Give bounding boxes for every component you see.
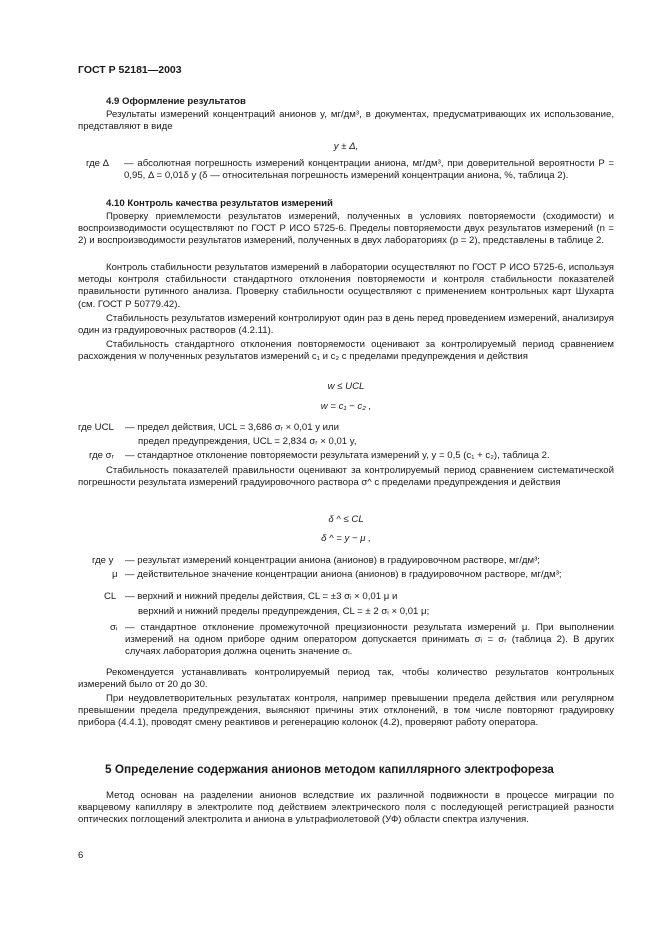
where-y-label: где y — [92, 555, 114, 566]
warning-limit-cl-text: верхний и нижний пределы предупреждения, CL = ± 2 σᵢ × 0,01 μ; — [138, 606, 430, 617]
where-sigma-i-label: σᵢ — [110, 622, 118, 633]
section-4-9-title: 4.9 Оформление результатов — [106, 96, 246, 107]
document-header: ГОСТ Р 52181—2003 — [78, 64, 182, 76]
warning-limit-text: предел предупреждения, UCL = 2,834 σᵣ × 0,01 y, — [138, 436, 357, 447]
where-ucl-label: где UCL — [78, 422, 114, 433]
where-sigma-i-text: — стандартное отклонение промежуточной прецизионности результата измерений μ. При выполнении измерений на одном приборе одним оператором допускается принимать σᵢ = σᵣ (таблица 2). В других случаях лаборатория должна оценить значение σᵢ. — [125, 622, 614, 658]
where-mu-text: — действительное значение концентрации аниона (анионов) в градуировочном растворе, мг/дм³; — [125, 569, 562, 580]
section-5-paragraph: Метод основан на разделении анионов вследствие их различной подвижности в процессе миграции по кварцевому капилляру в электролите под действием электрического поля с последующей регистрацией разности оптических поглощений электролита и аниона в ультрафиолетовой (УФ) области спектра излучения. — [78, 790, 614, 826]
page-number: 6 — [78, 850, 84, 861]
where-delta-label: где Δ — [86, 158, 110, 169]
section-4-10-p2: Контроль стабильности результатов измерений в лаборатории осуществляют по ГОСТ Р ИСО 5725-6, используя методы контроля стабильности стандартного отклонения повторяемости и контроля стабильности показателей правильности рутинного анализа. Проверку стабильности осуществляют с применением контрольных карт Шухарта (см. ГОСТ Р 50779.42). — [78, 262, 614, 310]
where-sigma-r-text: — стандартное отклонение повторяемости результата измерений y, y = 0,5 (c₁ + c₂), таблица 2. — [125, 450, 550, 461]
formula-w-ucl: w ≤ UCL — [327, 381, 365, 392]
formula-y-delta: y ± Δ, — [333, 141, 359, 152]
where-delta-text: — абсолютная погрешность измерений концентрации аниона, мг/дм³, при доверительной вероятности P = 0,95, Δ = 0,01δ y (δ — относительная погрешность измерений концентрации аниона, %, таблица 2). — [124, 158, 614, 182]
section-5-heading: 5 Определение содержания анионов методом капиллярного электрофореза — [105, 762, 554, 776]
section-4-10-p7: При неудовлетворительных результатах контроля, например превышении предела действия или регулярном превышении предела предупреждения, выясняют причины этих отклонений, в том числе повторяют градуировку прибора (4.4.1), проводят смену реактивов и регенерацию колонок (4.2), проверяют работу оператора. — [78, 693, 614, 729]
where-y-text: — результат измерений концентрации аниона (анионов) в градуировочном растворе, мг/дм³; — [125, 555, 540, 566]
where-mu-label: μ — [112, 569, 118, 580]
section-4-10-title: 4.10 Контроль качества результатов измерений — [106, 198, 333, 209]
formula-delta-y-mu: δ ^ = y − μ , — [321, 533, 371, 544]
where-ucl-text: — предел действия, UCL = 3,686 σᵣ × 0,01 y или — [125, 422, 339, 433]
where-cl-text: — верхний и нижний пределы действия, CL = ±3 σᵢ × 0,01 μ и — [125, 591, 398, 602]
section-4-10-p6: Рекомендуется устанавливать контролируемый период так, чтобы количество результатов контрольных измерений было от 20 до 30. — [78, 667, 614, 691]
section-4-10-p3: Стабильность результатов измерений контролируют один раз в день перед проведением измерений, анализируя один из градуировочных растворов (4.2.11). — [78, 313, 614, 337]
formula-delta-cl: δ ^ ≤ CL — [328, 514, 364, 525]
section-4-10-p1: Проверку приемлемости результатов измерений, полученных в условиях повторяемости (сходимости) и воспроизводимости осуществляют по ГОСТ Р ИСО 5725-6. Пределы повторяемости двух результатов измерений (n = 2) и воспроизводимости результатов измерений, полученных в двух лабораториях (p = 2), представлены в таблице 2. — [78, 211, 614, 247]
where-cl-label: CL — [104, 591, 117, 602]
section-4-9-paragraph: Результаты измерений концентраций анионов y, мг/дм³, в документах, предусматривающих их использование, представляют в виде — [78, 109, 614, 133]
where-sigma-r-label: где σᵣ — [89, 450, 114, 461]
section-4-10-p4: Стабильность стандартного отклонения повторяемости оценивают за контролируемый период сравнением расхождения w полученных результатов измерений c₁ и c₂ с пределами предупреждения и действия — [78, 339, 614, 363]
formula-w-c1-c2: w = c₁ − c₂ , — [320, 401, 372, 412]
section-4-10-p5: Стабильность показателей правильности оценивают за контролируемый период сравнением систематической погрешности результата измерений градуировочного раствора σ^ с пределами предупреждения и действия — [78, 465, 614, 489]
